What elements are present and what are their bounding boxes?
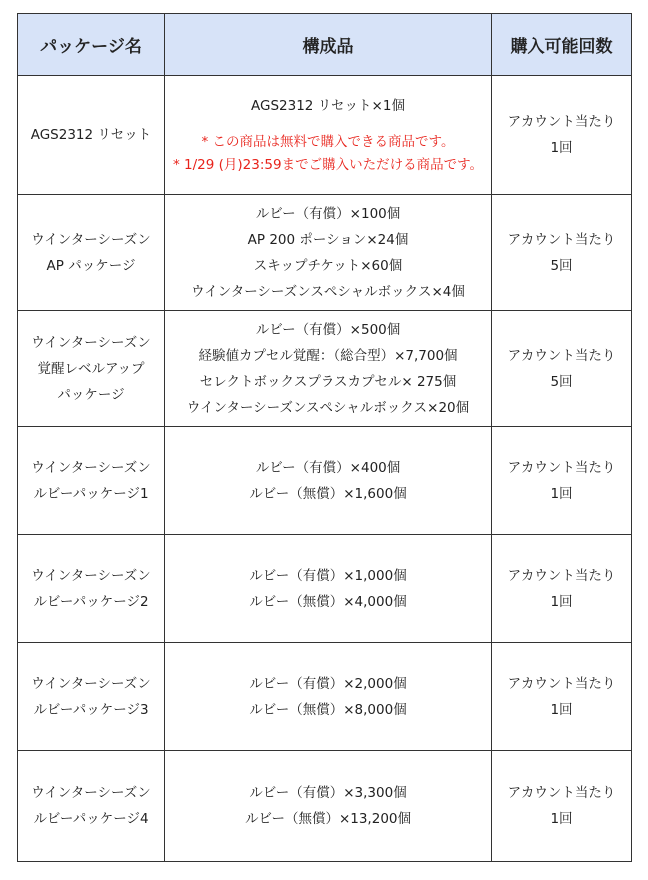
contents-cell xyxy=(165,311,492,427)
package-name-cell xyxy=(18,643,165,751)
package-name-line: ウインターシーズン xyxy=(31,334,151,351)
table-row xyxy=(18,311,632,427)
limit-line: アカウント当たり xyxy=(507,347,616,364)
content-item: AGS2312 リセット×1個 xyxy=(251,98,405,114)
package-table-container xyxy=(17,13,632,862)
deadline-note: * 1/29 (月)23:59までご購入いただける商品です。 xyxy=(172,157,483,173)
table-row xyxy=(18,751,632,862)
purchase-limit-cell xyxy=(492,311,632,427)
content-item: ルビー（無償）×13,200個 xyxy=(244,811,411,827)
package-name-line: ルビーパッケージ3 xyxy=(33,701,149,718)
contents-cell xyxy=(165,643,492,751)
package-name-cell xyxy=(18,76,165,195)
purchase-limit-cell xyxy=(492,751,632,862)
header-package-name: パッケージ名 xyxy=(18,14,165,76)
package-name-cell xyxy=(18,311,165,427)
limit-line: アカウント当たり xyxy=(507,567,616,584)
limit-count: 1回 xyxy=(550,593,573,610)
limit-line: アカウント当たり xyxy=(507,231,616,248)
table-row xyxy=(18,76,632,195)
table-row xyxy=(18,195,632,311)
package-name-line: ウインターシーズン xyxy=(31,675,151,692)
content-item: ルビー（有償）×500個 xyxy=(255,321,401,338)
package-name-line: AGS2312 リセット xyxy=(30,127,152,143)
package-name-cell xyxy=(18,427,165,535)
purchase-limit-cell xyxy=(492,195,632,311)
package-name-line: ルビーパッケージ2 xyxy=(33,593,149,610)
contents-cell xyxy=(165,427,492,535)
limit-count: 1回 xyxy=(550,140,573,156)
contents-cell xyxy=(165,535,492,643)
package-name-line: ルビーパッケージ1 xyxy=(33,485,149,502)
content-item: ウインターシーズンスペシャルボックス×20個 xyxy=(186,399,470,416)
package-name-line: ウインターシーズン xyxy=(31,459,151,476)
package-name-line: ウインターシーズン xyxy=(31,231,151,248)
content-item: スキップチケット×60個 xyxy=(253,257,403,274)
content-item: 経験値カプセル覚醒：（総合型）×7,700個 xyxy=(198,347,458,364)
header-contents: 構成品 xyxy=(165,14,492,76)
content-item: ルビー（無償）×4,000個 xyxy=(249,593,407,610)
content-item: ルビー（有償）×2,000個 xyxy=(249,675,407,692)
purchase-limit-cell xyxy=(492,76,632,195)
package-name-cell xyxy=(18,751,165,862)
limit-line: アカウント当たり xyxy=(507,675,616,692)
contents-cell xyxy=(165,751,492,862)
purchase-limit-cell xyxy=(492,535,632,643)
limit-count: 1回 xyxy=(550,811,573,827)
free-item-note: * この商品は無料で購入できる商品です。 xyxy=(201,134,455,150)
limit-count: 5回 xyxy=(550,257,573,274)
limit-line: アカウント当たり xyxy=(507,114,616,130)
header-purchase-limit: 購入可能回数 xyxy=(492,14,632,76)
content-item: ルビー（有償）×3,300個 xyxy=(249,785,407,801)
content-item: ルビー（無償）×1,600個 xyxy=(249,485,407,502)
package-name-cell xyxy=(18,535,165,643)
limit-count: 1回 xyxy=(550,485,573,502)
package-name-line: 覚醒レベルアップ xyxy=(37,360,145,377)
content-item: ルビー（有償）×1,000個 xyxy=(249,567,407,584)
content-item: ルビー（無償）×8,000個 xyxy=(249,701,407,718)
limit-count: 5回 xyxy=(550,373,573,390)
package-name-line: ウインターシーズン xyxy=(31,785,151,801)
contents-cell xyxy=(165,195,492,311)
package-name-line: パッケージ xyxy=(57,386,125,403)
content-item: AP 200 ポーション×24個 xyxy=(247,231,409,248)
package-name-line: AP パッケージ xyxy=(46,257,136,274)
table-row xyxy=(18,643,632,751)
package-name-cell xyxy=(18,195,165,311)
package-name-line: ウインターシーズン xyxy=(31,567,151,584)
limit-count: 1回 xyxy=(550,701,573,718)
purchase-limit-cell xyxy=(492,427,632,535)
table-row xyxy=(18,535,632,643)
limit-line: アカウント当たり xyxy=(507,785,616,801)
content-item: ウインターシーズンスペシャルボックス×4個 xyxy=(191,283,465,300)
table-header-row xyxy=(18,14,632,76)
package-name-line: ルビーパッケージ4 xyxy=(33,811,149,827)
contents-cell xyxy=(165,76,492,195)
purchase-limit-cell xyxy=(492,643,632,751)
content-item: ルビー（有償）×400個 xyxy=(255,459,401,476)
package-table xyxy=(17,13,632,862)
content-item: ルビー（有償）×100個 xyxy=(255,205,401,222)
content-item: セレクトボックスプラスカプセル× 275個 xyxy=(199,373,457,390)
limit-line: アカウント当たり xyxy=(507,459,616,476)
table-row xyxy=(18,427,632,535)
